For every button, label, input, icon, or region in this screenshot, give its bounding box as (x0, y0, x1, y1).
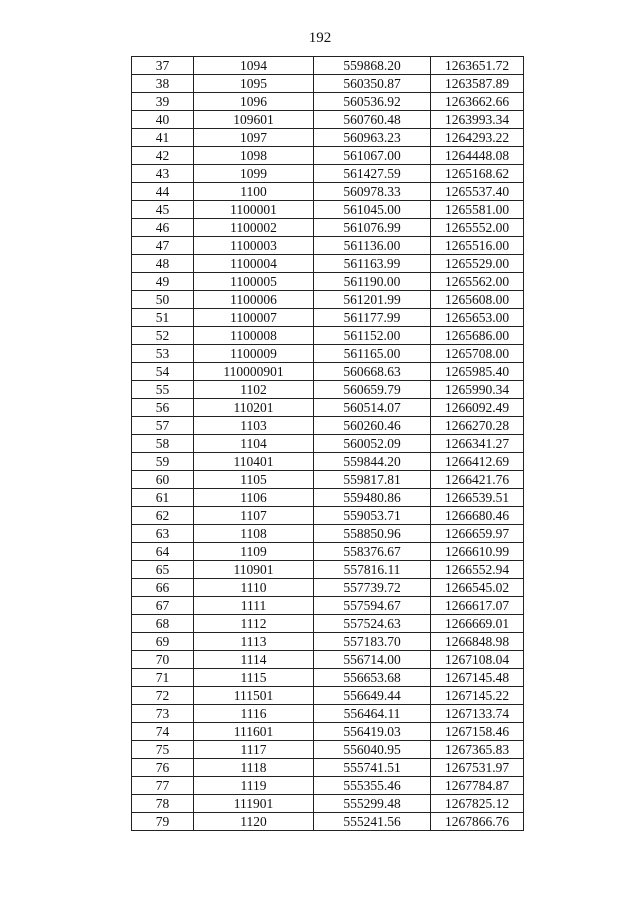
x-coordinate-cell: 561045.00 (314, 201, 431, 219)
coordinates-table-body (132, 57, 524, 831)
row-number-cell: 42 (132, 147, 194, 165)
point-id-cell: 1111 (194, 597, 314, 615)
table-row (132, 597, 524, 615)
y-coordinate-cell: 1265985.40 (431, 363, 524, 381)
table-row (132, 669, 524, 687)
point-id-cell: 1096 (194, 93, 314, 111)
table-row (132, 543, 524, 561)
table-row (132, 363, 524, 381)
point-id-cell: 1108 (194, 525, 314, 543)
y-coordinate-cell: 1267365.83 (431, 741, 524, 759)
x-coordinate-cell: 561427.59 (314, 165, 431, 183)
row-number-cell: 60 (132, 471, 194, 489)
point-id-cell: 110201 (194, 399, 314, 417)
row-number-cell: 66 (132, 579, 194, 597)
x-coordinate-cell: 561067.00 (314, 147, 431, 165)
y-coordinate-cell: 1266680.46 (431, 507, 524, 525)
y-coordinate-cell: 1265990.34 (431, 381, 524, 399)
point-id-cell: 1113 (194, 633, 314, 651)
table-row (132, 183, 524, 201)
coordinates-table (131, 56, 524, 831)
row-number-cell: 38 (132, 75, 194, 93)
x-coordinate-cell: 558850.96 (314, 525, 431, 543)
y-coordinate-cell: 1267158.46 (431, 723, 524, 741)
row-number-cell: 74 (132, 723, 194, 741)
x-coordinate-cell: 557816.11 (314, 561, 431, 579)
table-row (132, 345, 524, 363)
row-number-cell: 68 (132, 615, 194, 633)
y-coordinate-cell: 1266412.69 (431, 453, 524, 471)
point-id-cell: 1120 (194, 813, 314, 831)
table-row (132, 741, 524, 759)
row-number-cell: 56 (132, 399, 194, 417)
y-coordinate-cell: 1263993.34 (431, 111, 524, 129)
row-number-cell: 73 (132, 705, 194, 723)
point-id-cell: 1106 (194, 489, 314, 507)
y-coordinate-cell: 1266552.94 (431, 561, 524, 579)
y-coordinate-cell: 1267145.48 (431, 669, 524, 687)
table-row (132, 579, 524, 597)
y-coordinate-cell: 1266545.02 (431, 579, 524, 597)
table-row (132, 327, 524, 345)
point-id-cell: 1100001 (194, 201, 314, 219)
y-coordinate-cell: 1266610.99 (431, 543, 524, 561)
y-coordinate-cell: 1265529.00 (431, 255, 524, 273)
table-row (132, 507, 524, 525)
y-coordinate-cell: 1266092.49 (431, 399, 524, 417)
point-id-cell: 1100002 (194, 219, 314, 237)
row-number-cell: 41 (132, 129, 194, 147)
y-coordinate-cell: 1266669.01 (431, 615, 524, 633)
y-coordinate-cell: 1266659.97 (431, 525, 524, 543)
table-row (132, 777, 524, 795)
x-coordinate-cell: 561201.99 (314, 291, 431, 309)
row-number-cell: 54 (132, 363, 194, 381)
point-id-cell: 109601 (194, 111, 314, 129)
x-coordinate-cell: 561190.00 (314, 273, 431, 291)
x-coordinate-cell: 557183.70 (314, 633, 431, 651)
point-id-cell: 1100004 (194, 255, 314, 273)
x-coordinate-cell: 556040.95 (314, 741, 431, 759)
x-coordinate-cell: 559868.20 (314, 57, 431, 75)
row-number-cell: 77 (132, 777, 194, 795)
table-row (132, 75, 524, 93)
row-number-cell: 45 (132, 201, 194, 219)
y-coordinate-cell: 1265686.00 (431, 327, 524, 345)
row-number-cell: 61 (132, 489, 194, 507)
table-row (132, 255, 524, 273)
table-row (132, 309, 524, 327)
row-number-cell: 76 (132, 759, 194, 777)
x-coordinate-cell: 557524.63 (314, 615, 431, 633)
table-row (132, 57, 524, 75)
point-id-cell: 1098 (194, 147, 314, 165)
row-number-cell: 70 (132, 651, 194, 669)
row-number-cell: 40 (132, 111, 194, 129)
point-id-cell: 1100003 (194, 237, 314, 255)
point-id-cell: 1100006 (194, 291, 314, 309)
row-number-cell: 46 (132, 219, 194, 237)
y-coordinate-cell: 1266848.98 (431, 633, 524, 651)
point-id-cell: 1112 (194, 615, 314, 633)
table-row (132, 93, 524, 111)
row-number-cell: 59 (132, 453, 194, 471)
row-number-cell: 50 (132, 291, 194, 309)
x-coordinate-cell: 560668.63 (314, 363, 431, 381)
y-coordinate-cell: 1265537.40 (431, 183, 524, 201)
y-coordinate-cell: 1263651.72 (431, 57, 524, 75)
x-coordinate-cell: 559844.20 (314, 453, 431, 471)
row-number-cell: 53 (132, 345, 194, 363)
point-id-cell: 111601 (194, 723, 314, 741)
row-number-cell: 64 (132, 543, 194, 561)
y-coordinate-cell: 1265552.00 (431, 219, 524, 237)
x-coordinate-cell: 557739.72 (314, 579, 431, 597)
x-coordinate-cell: 559480.86 (314, 489, 431, 507)
x-coordinate-cell: 555355.46 (314, 777, 431, 795)
row-number-cell: 57 (132, 417, 194, 435)
table-row (132, 165, 524, 183)
point-id-cell: 110401 (194, 453, 314, 471)
row-number-cell: 52 (132, 327, 194, 345)
y-coordinate-cell: 1266539.51 (431, 489, 524, 507)
row-number-cell: 51 (132, 309, 194, 327)
x-coordinate-cell: 560963.23 (314, 129, 431, 147)
y-coordinate-cell: 1267108.04 (431, 651, 524, 669)
table-row (132, 471, 524, 489)
table-row (132, 381, 524, 399)
table-row (132, 237, 524, 255)
point-id-cell: 1115 (194, 669, 314, 687)
y-coordinate-cell: 1266341.27 (431, 435, 524, 453)
y-coordinate-cell: 1265168.62 (431, 165, 524, 183)
y-coordinate-cell: 1267531.97 (431, 759, 524, 777)
x-coordinate-cell: 560536.92 (314, 93, 431, 111)
row-number-cell: 49 (132, 273, 194, 291)
row-number-cell: 62 (132, 507, 194, 525)
point-id-cell: 1102 (194, 381, 314, 399)
table-row (132, 219, 524, 237)
y-coordinate-cell: 1264293.22 (431, 129, 524, 147)
x-coordinate-cell: 560350.87 (314, 75, 431, 93)
y-coordinate-cell: 1265653.00 (431, 309, 524, 327)
row-number-cell: 79 (132, 813, 194, 831)
y-coordinate-cell: 1267784.87 (431, 777, 524, 795)
table-row (132, 723, 524, 741)
row-number-cell: 71 (132, 669, 194, 687)
x-coordinate-cell: 560760.48 (314, 111, 431, 129)
point-id-cell: 1094 (194, 57, 314, 75)
x-coordinate-cell: 559053.71 (314, 507, 431, 525)
x-coordinate-cell: 561165.00 (314, 345, 431, 363)
x-coordinate-cell: 556714.00 (314, 651, 431, 669)
y-coordinate-cell: 1263587.89 (431, 75, 524, 93)
table-row (132, 129, 524, 147)
x-coordinate-cell: 556649.44 (314, 687, 431, 705)
y-coordinate-cell: 1265708.00 (431, 345, 524, 363)
x-coordinate-cell: 561152.00 (314, 327, 431, 345)
x-coordinate-cell: 560978.33 (314, 183, 431, 201)
point-id-cell: 1119 (194, 777, 314, 795)
row-number-cell: 48 (132, 255, 194, 273)
point-id-cell: 1100 (194, 183, 314, 201)
table-row (132, 111, 524, 129)
y-coordinate-cell: 1265608.00 (431, 291, 524, 309)
x-coordinate-cell: 560052.09 (314, 435, 431, 453)
point-id-cell: 1107 (194, 507, 314, 525)
row-number-cell: 63 (132, 525, 194, 543)
row-number-cell: 69 (132, 633, 194, 651)
table-row (132, 633, 524, 651)
row-number-cell: 67 (132, 597, 194, 615)
x-coordinate-cell: 560659.79 (314, 381, 431, 399)
page-number: 192 (308, 30, 332, 46)
x-coordinate-cell: 561136.00 (314, 237, 431, 255)
row-number-cell: 55 (132, 381, 194, 399)
point-id-cell: 1109 (194, 543, 314, 561)
point-id-cell: 1100009 (194, 345, 314, 363)
point-id-cell: 1105 (194, 471, 314, 489)
point-id-cell: 110000901 (194, 363, 314, 381)
point-id-cell: 1114 (194, 651, 314, 669)
row-number-cell: 58 (132, 435, 194, 453)
point-id-cell: 1118 (194, 759, 314, 777)
table-row (132, 489, 524, 507)
x-coordinate-cell: 561076.99 (314, 219, 431, 237)
row-number-cell: 43 (132, 165, 194, 183)
point-id-cell: 110901 (194, 561, 314, 579)
y-coordinate-cell: 1267133.74 (431, 705, 524, 723)
row-number-cell: 78 (132, 795, 194, 813)
table-row (132, 399, 524, 417)
x-coordinate-cell: 556419.03 (314, 723, 431, 741)
x-coordinate-cell: 556653.68 (314, 669, 431, 687)
table-row (132, 759, 524, 777)
row-number-cell: 65 (132, 561, 194, 579)
y-coordinate-cell: 1265516.00 (431, 237, 524, 255)
y-coordinate-cell: 1267866.76 (431, 813, 524, 831)
table-row (132, 201, 524, 219)
row-number-cell: 72 (132, 687, 194, 705)
y-coordinate-cell: 1265562.00 (431, 273, 524, 291)
table-row (132, 273, 524, 291)
y-coordinate-cell: 1263662.66 (431, 93, 524, 111)
table-row (132, 795, 524, 813)
row-number-cell: 44 (132, 183, 194, 201)
x-coordinate-cell: 561163.99 (314, 255, 431, 273)
point-id-cell: 1100007 (194, 309, 314, 327)
table-row (132, 453, 524, 471)
point-id-cell: 1104 (194, 435, 314, 453)
x-coordinate-cell: 555741.51 (314, 759, 431, 777)
y-coordinate-cell: 1266617.07 (431, 597, 524, 615)
x-coordinate-cell: 560260.46 (314, 417, 431, 435)
x-coordinate-cell: 557594.67 (314, 597, 431, 615)
x-coordinate-cell: 556464.11 (314, 705, 431, 723)
y-coordinate-cell: 1267145.22 (431, 687, 524, 705)
point-id-cell: 1097 (194, 129, 314, 147)
point-id-cell: 1103 (194, 417, 314, 435)
table-row (132, 525, 524, 543)
point-id-cell: 1100005 (194, 273, 314, 291)
x-coordinate-cell: 561177.99 (314, 309, 431, 327)
point-id-cell: 1116 (194, 705, 314, 723)
point-id-cell: 1099 (194, 165, 314, 183)
x-coordinate-cell: 558376.67 (314, 543, 431, 561)
table-row (132, 291, 524, 309)
point-id-cell: 1110 (194, 579, 314, 597)
row-number-cell: 37 (132, 57, 194, 75)
point-id-cell: 1117 (194, 741, 314, 759)
y-coordinate-cell: 1267825.12 (431, 795, 524, 813)
y-coordinate-cell: 1264448.08 (431, 147, 524, 165)
y-coordinate-cell: 1265581.00 (431, 201, 524, 219)
table-row (132, 561, 524, 579)
x-coordinate-cell: 559817.81 (314, 471, 431, 489)
table-row (132, 615, 524, 633)
table-row (132, 687, 524, 705)
row-number-cell: 39 (132, 93, 194, 111)
row-number-cell: 47 (132, 237, 194, 255)
x-coordinate-cell: 560514.07 (314, 399, 431, 417)
point-id-cell: 1100008 (194, 327, 314, 345)
table-row (132, 813, 524, 831)
point-id-cell: 1095 (194, 75, 314, 93)
point-id-cell: 111901 (194, 795, 314, 813)
x-coordinate-cell: 555241.56 (314, 813, 431, 831)
table-row (132, 417, 524, 435)
table-row (132, 435, 524, 453)
row-number-cell: 75 (132, 741, 194, 759)
table-row (132, 705, 524, 723)
y-coordinate-cell: 1266270.28 (431, 417, 524, 435)
table-row (132, 147, 524, 165)
y-coordinate-cell: 1266421.76 (431, 471, 524, 489)
point-id-cell: 111501 (194, 687, 314, 705)
table-row (132, 651, 524, 669)
x-coordinate-cell: 555299.48 (314, 795, 431, 813)
